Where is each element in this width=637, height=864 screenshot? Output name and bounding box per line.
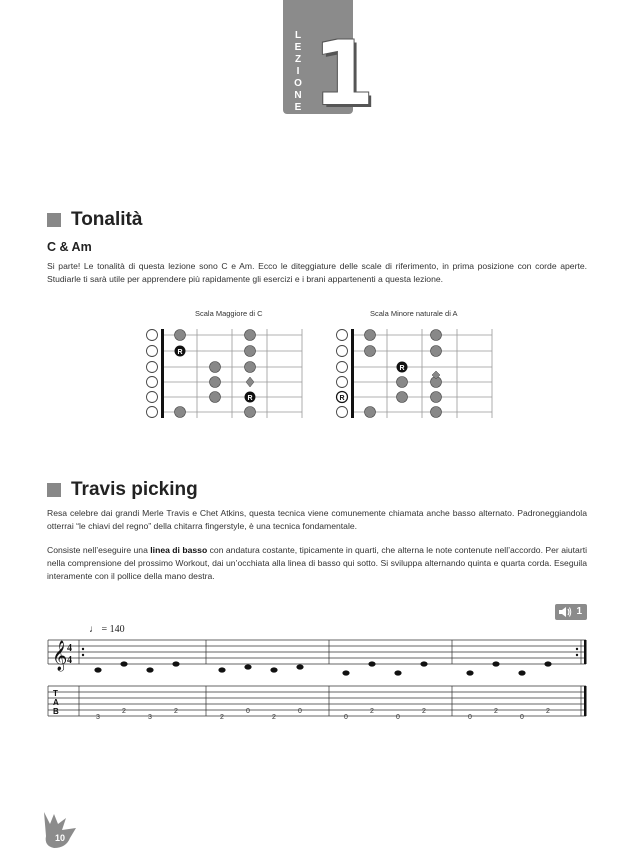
tab-fret-number: 0 [520, 714, 524, 721]
diagram-title-a-minor: Scala Minore naturale di A [370, 309, 458, 318]
key-subtitle: C & Am [47, 240, 92, 254]
tab-fret-number: 2 [174, 708, 178, 715]
lesson-letter: O [294, 78, 302, 89]
tab-fret-number: 3 [96, 714, 100, 721]
diagram-title-c-major: Scala Maggiore di C [195, 309, 263, 318]
square-bullet-icon [47, 213, 61, 227]
section-title: Tonalità [71, 209, 143, 230]
tab-fret-number: 0 [344, 714, 348, 721]
svg-text:4: 4 [67, 655, 72, 666]
fretboard-diagram-a-minor [330, 324, 500, 424]
tab-fret-number: 2 [122, 708, 126, 715]
bold-term: linea di basso [150, 545, 208, 555]
treble-clef-icon: 𝄞 [52, 641, 68, 671]
tab-fret-number: 0 [396, 714, 400, 721]
svg-text:4: 4 [67, 643, 72, 654]
square-bullet-icon [47, 483, 61, 497]
lesson-label [291, 30, 305, 114]
lesson-letter: N [294, 90, 302, 101]
tab-label-letter: B [53, 707, 59, 716]
section-heading-tonalita [47, 209, 142, 231]
tab-fret-number: 3 [148, 714, 152, 721]
lesson-letter: E [294, 102, 302, 113]
lesson-letter: Z [294, 54, 302, 65]
notation-system [46, 634, 590, 724]
tab-fret-number: 2 [220, 714, 224, 721]
quarter-note-icon: ♩ [89, 624, 99, 635]
lesson-letter: I [296, 66, 300, 77]
tab-fret-number: 2 [494, 708, 498, 715]
text-run: con andatura costante, tipicamente in quarti, che alterna le note contenute nell’accordo. Per aiutarti nella comprensione del prossimo Workout, dai un’occhiata alla linea di basso qui sotto. Si sviluppa alternando quinta e quarta corda. Eseguila interamente con il pollice della mano destra. [47, 545, 587, 581]
tab-label-letter: A [53, 698, 59, 707]
travis-paragraph-1: Resa celebre dai grandi Merle Travis e Chet Atkins, questa tecnica viene comunemente chiamata anche basso alternato. Padroneggiandola otterrai “le chiavi del regno” della chitarra fingerstyle, è una tecnica fondamentale. [47, 508, 587, 531]
intro-paragraph: Si parte! Le tonalità di questa lezione sono C e Am. Ecco le diteggiature delle scale di riferimento, in prima posizione con corde aperte. Studiarle ti sarà utile per apprendere più rapidamente gli esercizi e i brani appartenenti a questa lezione. [47, 261, 587, 284]
travis-paragraph-2 [47, 544, 587, 583]
tab-fret-number: 2 [546, 708, 550, 715]
root-marker: R [177, 349, 183, 356]
text-run: Consiste nell’eseguire una [47, 545, 151, 555]
audio-track-badge [555, 604, 587, 620]
tab-fret-number: 2 [272, 714, 276, 721]
tab-fret-number: 2 [370, 708, 374, 715]
page-number: 10 [55, 833, 66, 843]
tab-fret-number: 2 [422, 708, 426, 715]
tab-label-letter: T [53, 689, 58, 698]
section-heading-travis [47, 479, 198, 501]
lesson-number: 1 [313, 22, 375, 125]
lesson-letter: L [294, 30, 302, 41]
page-number-badge [40, 810, 84, 850]
lesson-letter: E [294, 42, 302, 53]
section-title: Travis picking [71, 479, 198, 500]
tab-fret-number: 0 [298, 708, 302, 715]
fretboard-diagram-c-major [140, 324, 310, 424]
root-marker: R [399, 365, 405, 372]
root-marker: R [339, 395, 345, 402]
tab-fret-number: 0 [468, 714, 472, 721]
root-marker: R [247, 395, 253, 402]
track-number: 1 [576, 606, 582, 617]
tempo-value: = 140 [101, 624, 125, 635]
tab-fret-number: 0 [246, 708, 250, 715]
speaker-icon [558, 606, 572, 618]
